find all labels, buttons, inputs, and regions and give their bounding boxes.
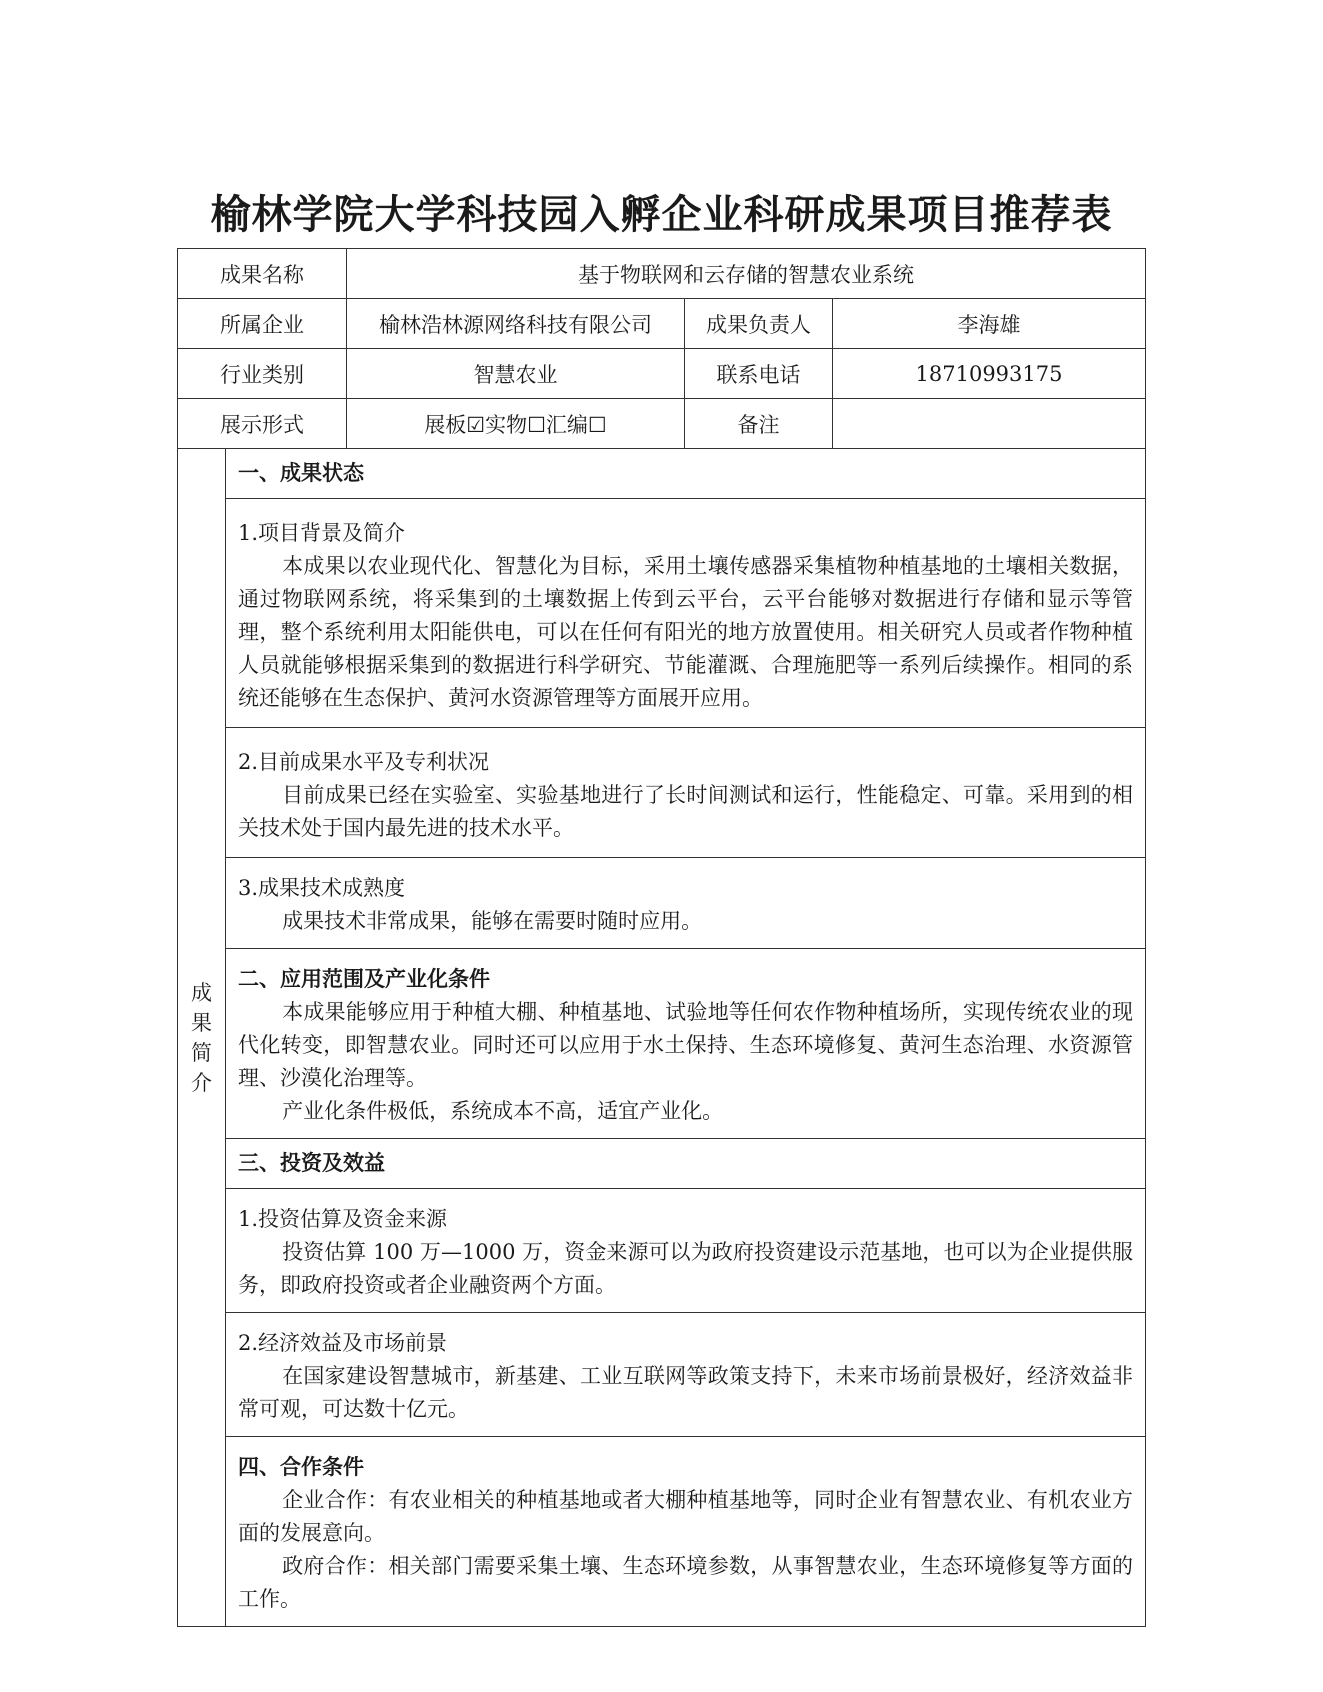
company-label: 所属企业 — [178, 299, 347, 349]
section-3-2-cell — [226, 1313, 1146, 1437]
owner-label: 成果负责人 — [685, 299, 833, 349]
display-label: 展示形式 — [178, 399, 347, 449]
section-2-text-2: 产业化条件极低，系统成本不高，适宜产业化。 — [282, 1099, 724, 1123]
section-2-heading: 二、应用范围及产业化条件 — [238, 967, 490, 991]
section-4-cell — [226, 1437, 1146, 1627]
page-title: 榆林学院大学科技园入孵企业科研成果项目推荐表 — [210, 192, 1113, 238]
section-1-heading: 一、成果状态 — [238, 461, 364, 485]
section-1-heading-cell — [226, 449, 1146, 499]
row-s3-2 — [178, 1313, 1146, 1437]
row-s2 — [178, 949, 1146, 1139]
company-value: 榆林浩林源网络科技有限公司 — [347, 299, 685, 349]
remarks-value — [833, 399, 1146, 449]
achievement-name-value: 基于物联网和云存储的智慧农业系统 — [347, 249, 1146, 299]
side-label-cell — [178, 449, 226, 1627]
row-industry — [178, 349, 1146, 399]
display-value: 展板☑实物☐汇编☐ — [347, 399, 685, 449]
section-4-text-1: 企业合作：有农业相关的种植基地或者大棚种植基地等，同时企业有智慧农业、有机农业方面的发展意向。 — [238, 1488, 1134, 1545]
section-4-text-2: 政府合作：相关部门需要采集土壤、生态环境参数，从事智慧农业，生态环境修复等方面的工作。 — [238, 1554, 1134, 1611]
owner-value: 李海雄 — [833, 299, 1146, 349]
row-company — [178, 299, 1146, 349]
section-3-2-title: 2.经济效益及市场前景 — [238, 1331, 448, 1355]
row-display — [178, 399, 1146, 449]
section-2-text-1: 本成果能够应用于种植大棚、种植基地、试验地等任何农作物种植场所，实现传统农业的现代化转变，即智慧农业。同时还可以应用于水土保持、生态环境修复、黄河生态治理、水资源管理、沙漠化治理等。 — [238, 1000, 1134, 1090]
industry-value: 智慧农业 — [347, 349, 685, 399]
section-1-3-text: 成果技术非常成果，能够在需要时随时应用。 — [282, 909, 703, 933]
section-1-1-title: 1.项目背景及简介 — [238, 521, 406, 545]
phone-value: 18710993175 — [833, 349, 1146, 399]
section-3-heading: 三、投资及效益 — [238, 1151, 385, 1175]
section-3-1-cell — [226, 1189, 1146, 1313]
section-1-3-cell — [226, 858, 1146, 949]
section-1-3-title: 3.成果技术成熟度 — [238, 876, 406, 900]
row-s4 — [178, 1437, 1146, 1627]
row-s1-1 — [178, 499, 1146, 728]
section-1-1-cell — [226, 499, 1146, 728]
section-2-cell — [226, 949, 1146, 1139]
section-1-2-text: 目前成果已经在实验室、实验基地进行了长时间测试和运行，性能稳定、可靠。采用到的相关技术处于国内最先进的技术水平。 — [238, 783, 1134, 840]
row-s3-heading — [178, 1139, 1146, 1189]
side-label: 成果简介 — [191, 980, 212, 1095]
section-1-2-title: 2.目前成果水平及专利状况 — [238, 750, 490, 774]
achievement-name-label: 成果名称 — [178, 249, 347, 299]
industry-label: 行业类别 — [178, 349, 347, 399]
row-s1-2 — [178, 728, 1146, 858]
remarks-label: 备注 — [685, 399, 833, 449]
row-s1-heading — [178, 449, 1146, 499]
section-3-1-text: 投资估算 100 万—1000 万，资金来源可以为政府投资建设示范基地，也可以为企业提供服务，即政府投资或者企业融资两个方面。 — [238, 1240, 1134, 1297]
section-3-1-title: 1.投资估算及资金来源 — [238, 1207, 448, 1231]
recommendation-form-table — [177, 248, 1146, 1627]
section-3-2-text: 在国家建设智慧城市，新基建、工业互联网等政策支持下，未来市场前景极好，经济效益非常可观，可达数十亿元。 — [238, 1364, 1134, 1421]
phone-label: 联系电话 — [685, 349, 833, 399]
row-s1-3 — [178, 858, 1146, 949]
section-1-1-text: 本成果以农业现代化、智慧化为目标，采用土壤传感器采集植物种植基地的土壤相关数据，通过物联网系统，将采集到的土壤数据上传到云平台，云平台能够对数据进行存储和显示等管理，整个系统利用太阳能供电，可以在任何有阳光的地方放置使用。相关研究人员或者作物种植人员就能够根据采集到的数据进行科学研究、节能灌溉、合理施肥等一系列后续操作。相同的系统还能够在生态保护、黄河水资源管理等方面展开应用。 — [238, 554, 1134, 710]
row-s3-1 — [178, 1189, 1146, 1313]
section-3-heading-cell — [226, 1139, 1146, 1189]
section-1-2-cell — [226, 728, 1146, 858]
row-achievement-name — [178, 249, 1146, 299]
section-4-heading: 四、合作条件 — [238, 1455, 364, 1479]
